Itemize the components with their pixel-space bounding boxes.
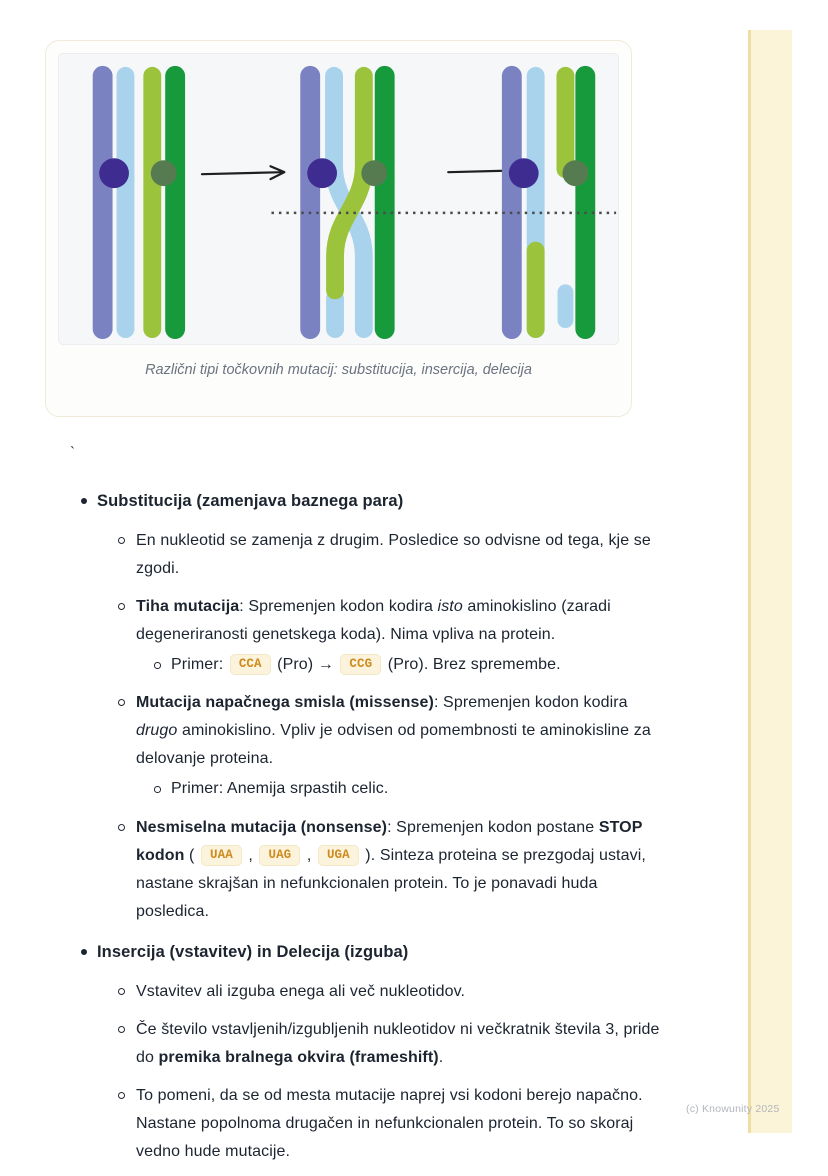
paragraph-text: aminokislino (zaradi degeneriranosti genetskega koda). Nima vpliva na protein. [136,598,611,643]
centromere-olive-icon [151,160,177,186]
paragraph-text: : Spremenjen kodon kodira [239,598,438,615]
circle-bullet-icon [154,662,161,669]
figure-caption: Različni tipi točkovnih mutacij: substitucija, insercija, delecija [145,362,532,378]
section-title: Insercija (vstavitev) in Delecija (izguba) [97,943,409,961]
paragraph-text: : Spremenjen kodon postane [387,819,599,836]
term-bold: premika bralnega okvira (frameshift) [158,1049,439,1066]
paragraph-text: . [438,1049,444,1066]
term-bold: STOP kodon [136,819,643,864]
list-item-example-sickle [79,775,662,803]
centromere-purple-icon [509,158,539,188]
circle-bullet-icon [118,1026,125,1033]
term-bold: Mutacija napačnega smisla (missense) [136,694,434,711]
circle-bullet-icon [118,1092,125,1099]
paragraph-text: Vstavitev ali izguba enega ali več nukleotidov. [136,983,466,1000]
paragraph-text: : Spremenjen kodon kodira [433,694,628,711]
paragraph-text: (Pro) → [272,656,339,673]
centromere-purple-icon [99,158,129,188]
codon-badge: UGA [318,845,359,866]
circle-bullet-icon [118,603,125,610]
paragraph-text: Primer: [171,656,228,673]
list-item [79,1082,662,1166]
centromere-purple-icon [307,158,337,188]
section-title: Substitucija (zamenjava baznega para) [97,492,404,510]
paragraph-text: En nukleotid se zamenja z drugim. Posledice so odvisne od tega, kje se zgodi. [136,532,651,577]
circle-bullet-icon [118,699,125,706]
centromere-olive-icon [361,160,387,186]
list-item [79,978,662,1006]
chromosome-mutation-diagram [59,54,619,344]
paragraph-text: ( [184,847,200,864]
list-item-example-codon [79,651,662,679]
chromosome-illustration [58,53,619,345]
term-bold: Tiha mutacija [136,598,240,615]
list-item-substitution-title [79,487,662,515]
list-item-silent-mutation [79,593,662,649]
paragraph-text: ). Sinteza proteina se prezgodaj ustavi, nastane skrajšan in nefunkcionalen protein. To je ponavadi huda posledica. [136,847,646,920]
chromosome-group-mutated [509,76,588,329]
paragraph-text: , [243,847,258,864]
list-item-insertion-deletion-title [79,938,662,966]
watermark: (c) Knowunity 2025 [686,1103,780,1115]
paragraph-text: (Pro). Brez spremembe. [383,656,561,673]
circle-bullet-icon [118,988,125,995]
list-item-frameshift [79,1016,662,1072]
paragraph-text: Primer: Anemija srpastih celic. [171,780,389,797]
chromosome-group-crossover [307,76,387,329]
chromosome-group-normal [99,76,176,329]
figure-card [45,40,632,417]
circle-bullet-icon [118,537,125,544]
centromere-olive-icon [562,160,588,186]
list-item-nonsense [79,814,662,926]
term-bold: Nesmiselna mutacija (nonsense) [136,819,388,836]
codon-badge: UAA [201,845,242,866]
emphasis-text: isto [437,598,463,615]
codon-badge: CCA [230,654,271,675]
list-item-missense [79,689,662,773]
paragraph-text: Če število vstavljenih/izgubljenih nukleotidov ni večkratnik števila 3, pride do [136,1021,660,1066]
codon-badge: UAG [259,845,300,866]
paragraph-text: To pomeni, da se od mesta mutacije naprej vsi kodoni berejo napačno. Nastane popolnoma drugačen in nefunkcionalen protein. To so skoraj vedno hude mutacije. [136,1087,643,1160]
circle-bullet-icon [154,786,161,793]
bullet-list [79,487,662,1176]
stray-backtick: ` [70,444,75,461]
bullet-icon [81,949,87,955]
paragraph-text: , [302,847,316,864]
arrow-icon [202,166,284,179]
circle-bullet-icon [118,824,125,831]
emphasis-text: drugo [136,722,178,739]
list-item [79,527,662,583]
bullet-icon [81,498,87,504]
page-edge-stripe [748,30,792,1133]
paragraph-text: aminokislino. Vpliv je odvisen od pomembnosti te aminokisline za delovanje proteina. [136,722,651,767]
codon-badge: CCG [340,654,381,675]
